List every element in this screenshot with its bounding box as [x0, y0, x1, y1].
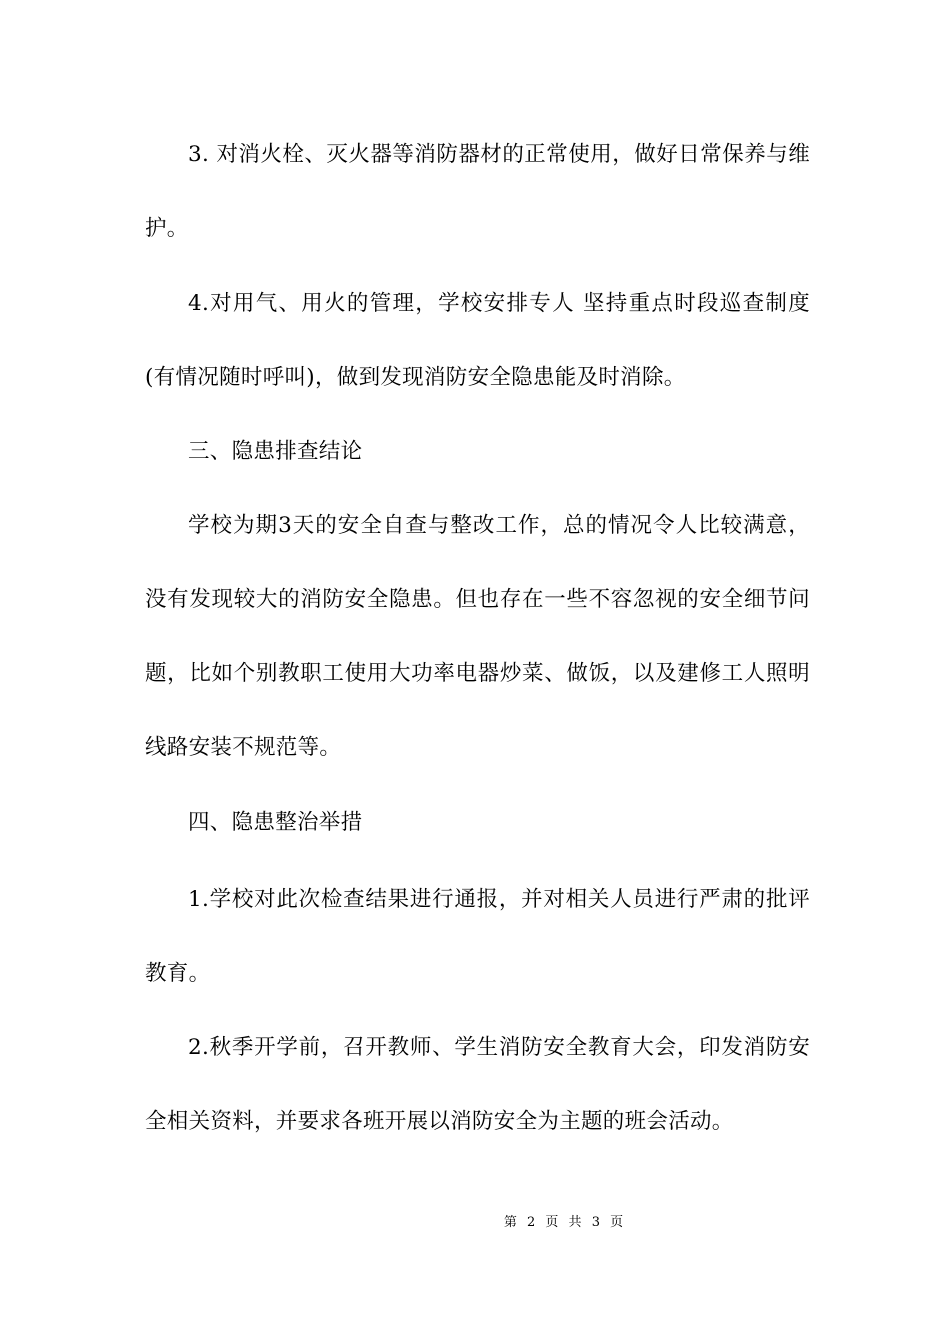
paragraph-measure-2: 2.秋季开学前，召开教师、学生消防安全教育大会，印发消防安全相关资料，并要求各班开展以消防安全为主题的班会活动。 — [145, 1035, 810, 1134]
paragraph-conclusion: 学校为期3天的安全自查与整改工作，总的情况令人比较满意，没有发现较大的消防安全隐患。但也存在一些不容忽视的安全细节问题，比如个别教职工使用大功率电器炒菜、做饭，以及建修工人照明线路安装不规范等。 — [145, 513, 810, 760]
paragraph-item-3: 3. 对消火栓、灭火器等消防器材的正常使用，做好日常保养与维护。 — [145, 142, 810, 241]
paragraph-item-4: 4.对用气、用火的管理，学校安排专人 坚持重点时段巡查制度(有情况随时呼叫)，做到发现消防安全隐患能及时消除。 — [145, 291, 810, 390]
page-footer — [0, 1211, 950, 1230]
page-number-label: 第 2 页 共 3 页 — [503, 1215, 627, 1230]
paragraph-measure-1: 1.学校对此次检查结果进行通报，并对相关人员进行严肃的批评教育。 — [145, 887, 810, 986]
section-heading-conclusion: 三、隐患排查结论 — [188, 439, 363, 464]
section-heading-measures: 四、隐患整治举措 — [188, 810, 363, 835]
